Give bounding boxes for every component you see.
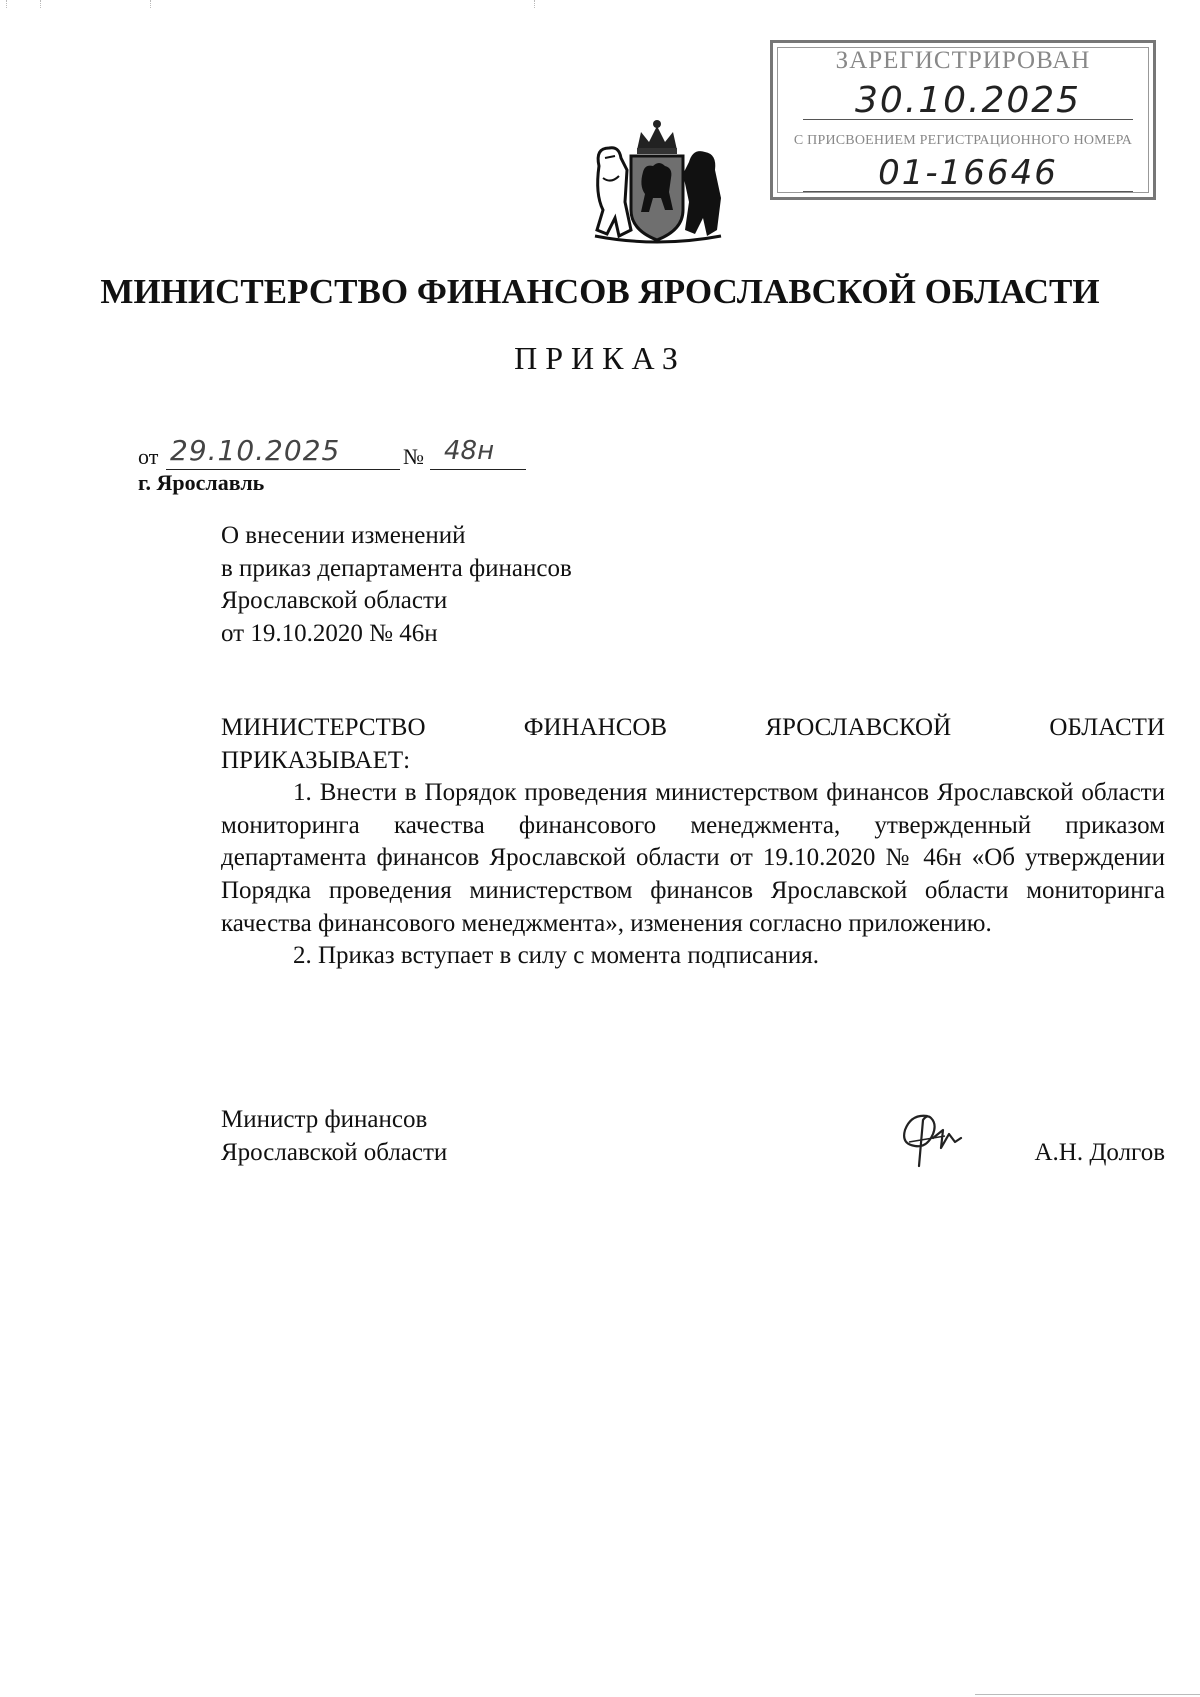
order-body	[221, 712, 1165, 973]
preamble-word: ЯРОСЛАВСКОЙ	[765, 714, 952, 741]
registration-stamp	[770, 40, 1156, 200]
paragraph-1: 1. Внести в Порядок проведения министерством финансов Ярославской области мониторинга качества финансового менеджмента, утвержденный приказом департамента финансов Ярославской области от 19.10.2020 № 46н «Об утверждении Порядка проведения министерством финансов Ярославской области мониторинга качества финансового менеджмента», изменения согласно приложению.	[221, 779, 1165, 937]
order-date-number-line	[138, 430, 558, 470]
subject-line: от 19.10.2020 № 46н	[221, 619, 438, 647]
signatory-name: А.Н. Долгов	[1034, 1138, 1165, 1166]
stamp-caption: С ПРИСВОЕНИЕМ РЕГИСТРАЦИОННОГО НОМЕРА	[793, 133, 1133, 148]
handwritten-signature-icon	[897, 1108, 967, 1170]
scan-edge-line	[975, 1694, 1200, 1695]
scan-mark	[150, 0, 151, 8]
document-type: ПРИКАЗ	[514, 340, 686, 376]
stamp-date: 30.10.2025	[803, 79, 1133, 120]
preamble-word: ОБЛАСТИ	[1049, 714, 1165, 741]
scan-mark	[534, 0, 535, 8]
preamble-verb: ПРИКАЗЫВАЕТ:	[221, 746, 411, 774]
signatory-post-line: Ярославской области	[221, 1138, 448, 1166]
subject-line: Ярославской области	[221, 587, 448, 614]
order-number: 48н	[430, 433, 526, 470]
preamble-word: ФИНАНСОВ	[523, 714, 668, 741]
date-label: от	[138, 444, 159, 469]
preamble-word: МИНИСТЕРСТВО	[221, 714, 426, 741]
scan-mark	[40, 0, 41, 8]
signatory-post-line: Министр финансов	[221, 1106, 428, 1133]
stamp-title: ЗАРЕГИСТРИРОВАН	[835, 47, 1091, 74]
ministry-title: МИНИСТЕРСТВО ФИНАНСОВ ЯРОСЛАВСКОЙ ОБЛАСТИ	[100, 272, 1100, 311]
stamp-registration-number: 01-16646	[803, 151, 1133, 192]
preamble	[221, 712, 1165, 745]
city: г. Ярославль	[138, 470, 265, 495]
order-date: 29.10.2025	[166, 433, 400, 470]
order-subject	[221, 520, 572, 650]
subject-line: в приказ департамента финансов	[221, 554, 572, 582]
yaroslavl-coat-of-arms-icon	[585, 118, 730, 248]
subject-line: О внесении изменений	[221, 522, 466, 549]
signature-block	[221, 1104, 1165, 1169]
scan-mark	[6, 0, 7, 8]
paragraph-2: 2. Приказ вступает в силу с момента подписания.	[293, 942, 819, 970]
number-label: №	[403, 444, 424, 469]
